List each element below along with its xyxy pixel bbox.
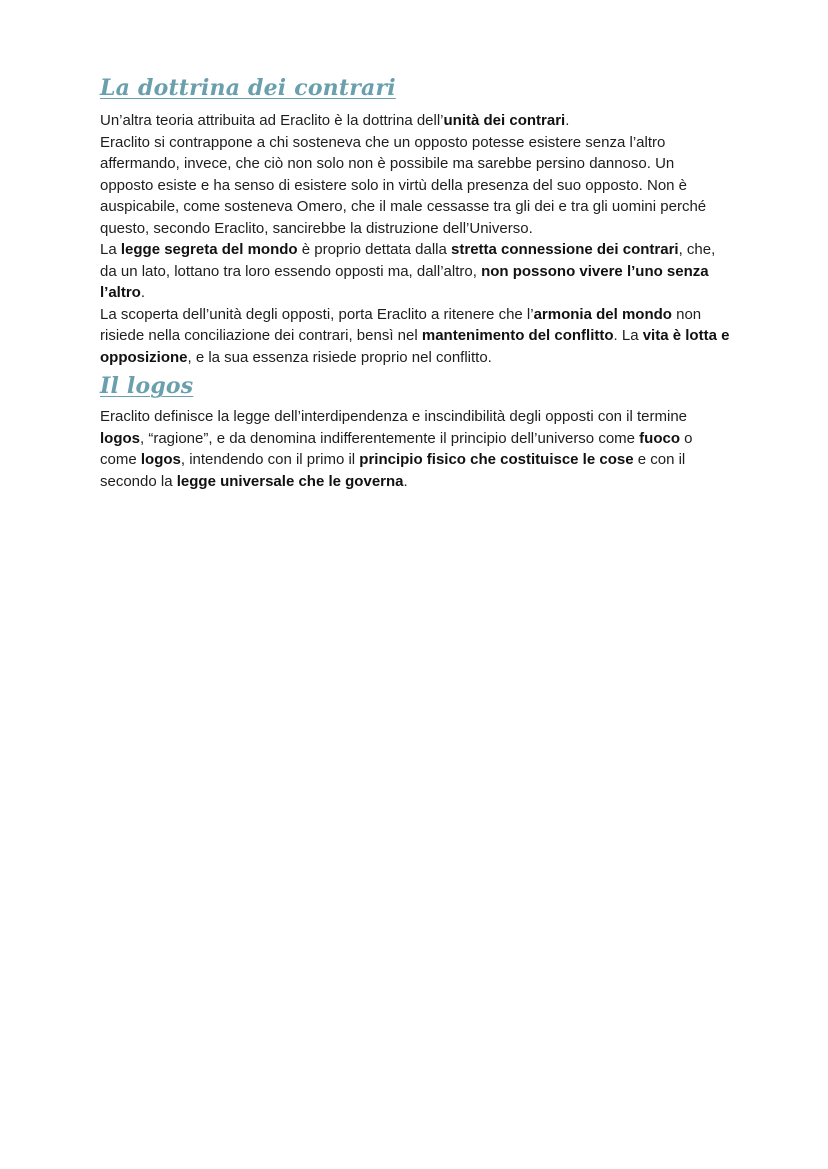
section-heading-dottrina: La dottrina dei contrari <box>100 75 396 101</box>
bold-non-possono-vivere: non possono vivere l’uno senza l’altro <box>100 262 709 301</box>
paragraph-armonia-mondo: La scoperta dell’unità degli opposti, porta Eraclito a ritenere che l’armonia del mondo non risiede nella conciliazione dei contrari, bensì nel mantenimento del conflitto. La vita è lotta e opposizione, e la sua essenza risiede proprio nel conflitto. <box>100 305 730 366</box>
bold-stretta-connessione: stretta connessione dei contrari <box>451 241 679 258</box>
bold-armonia-del-mondo: armonia del mondo <box>533 305 672 323</box>
paragraph-legge-segreta: La legge segreta del mondo è proprio dettata dalla stretta connessione dei contrari, che, da un lato, lottano tra loro essendo opposti ma, dall’altro, non possono vivere l’uno senza l’altro. <box>100 241 716 301</box>
bold-unita-dei-contrari: unità dei contrari <box>443 112 566 129</box>
bold-fuoco: fuoco <box>639 429 680 447</box>
bold-logos-second: logos <box>140 451 181 468</box>
paragraph-logos: Eraclito definisce la legge dell’interdipendenza e inscindibilità degli opposti con il termine logos, “ragione”, e da denomina indifferentemente il principio dell’universo come fuoco o come logos, intendendo con il primo il principio fisico che costituisce le cose e con il secondo la legge universale che le governa. <box>100 408 693 490</box>
bold-logos: logos <box>100 429 140 447</box>
page-content <box>100 72 730 492</box>
section-heading-logos: Il logos <box>100 373 194 399</box>
paragraph-unita-contrari: Un’altra teoria attribuita ad Eraclito è la dottrina dell’unità dei contrari. Eraclito si contrappone a chi sosteneva che un opposto potesse esistere senza l’altro affermando, invece, che ciò non solo non è possibile ma sarebbe persino dannoso. Un opposto esiste e ha senso di esistere solo in virtù della presenza del suo opposto. Non è auspicabile, come sosteneva Omero, che il male cessasse tra gli dei e tra gli uomini perché questo, secondo Eraclito, sancirebbe la distruzione dell’Universo. <box>100 112 707 237</box>
bold-principio-fisico: principio fisico che costituisce le cose <box>359 451 634 468</box>
bold-legge-segreta: legge segreta del mondo <box>120 241 298 258</box>
bold-legge-universale: legge universale che le governa <box>176 472 404 490</box>
bold-vita-lotta: vita è lotta e opposizione <box>100 327 730 366</box>
bold-mantenimento-conflitto: mantenimento del conflitto <box>421 327 614 344</box>
